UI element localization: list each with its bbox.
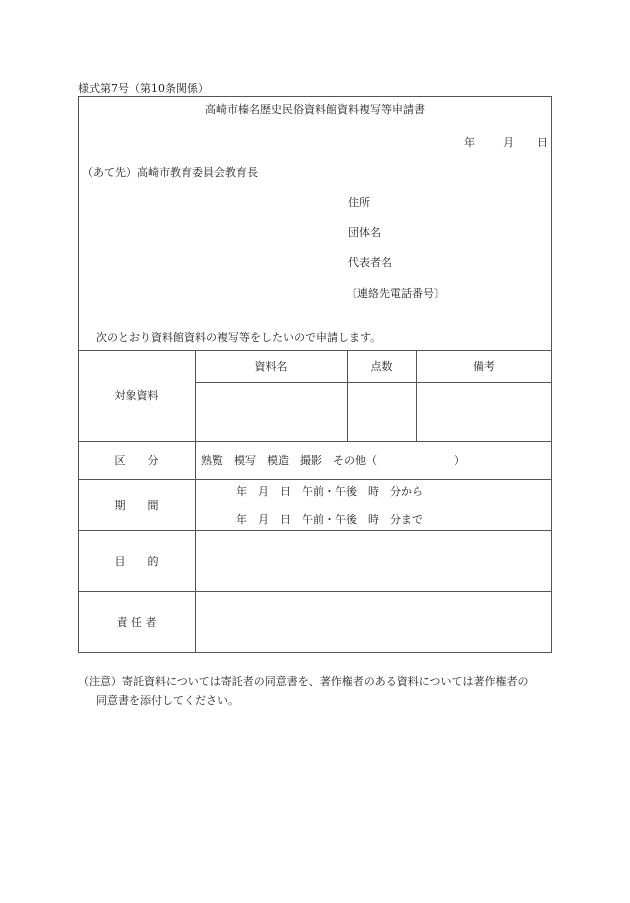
category-options: 熟覧 模写 模造 撮影 その他（ ）: [201, 454, 465, 467]
note-line-2: 同意書を添付してください。: [96, 694, 239, 707]
purpose-top-line: [78, 530, 552, 531]
responsible-person-label: 責 任 者: [116, 616, 157, 629]
responsible-top-line: [78, 591, 552, 592]
date-month: 月: [503, 136, 514, 149]
form-frame: [78, 96, 552, 653]
date-year: 年: [464, 136, 475, 149]
applicant-address-label: 住所: [348, 196, 370, 209]
category-label: 区 分: [114, 454, 159, 467]
form-title: 高崎市榛名歴史民俗資料館資料複写等申請書: [205, 103, 425, 116]
applicant-organization-label: 団体名: [348, 226, 381, 239]
material-header-line: [195, 382, 552, 383]
period-label: 期 間: [114, 499, 159, 512]
category-top-line: [78, 441, 552, 442]
remarks-header: 備考: [473, 360, 495, 373]
count-header: 点数: [370, 360, 393, 373]
period-top-line: [78, 479, 552, 480]
period-from: 年 月 日 午前・午後 時 分から: [236, 485, 423, 498]
addressee: （あて先）高崎市教育委員会教育長: [82, 166, 258, 179]
applicant-contact-label: 〔連絡先電話番号〕: [346, 287, 445, 300]
note-line-1: （注意）寄託資料については寄託者の同意書を、著作権者のある資料については著作権者の: [78, 675, 529, 688]
date-day: 日: [537, 136, 548, 149]
request-statement: 次のとおり資料館資料の複写等をしたいので申請します。: [96, 331, 382, 344]
material-name-header: 資料名: [254, 360, 288, 373]
purpose-label: 目 的: [114, 555, 159, 568]
applicant-representative-label: 代表者名: [348, 256, 392, 269]
label-column-divider: [195, 350, 196, 653]
form-number: 様式第7号（第10条関係）: [78, 82, 209, 95]
table-top-line: [78, 350, 552, 351]
period-to: 年 月 日 午前・午後 時 分まで: [236, 513, 423, 526]
target-material-label: 対象資料: [114, 389, 159, 402]
